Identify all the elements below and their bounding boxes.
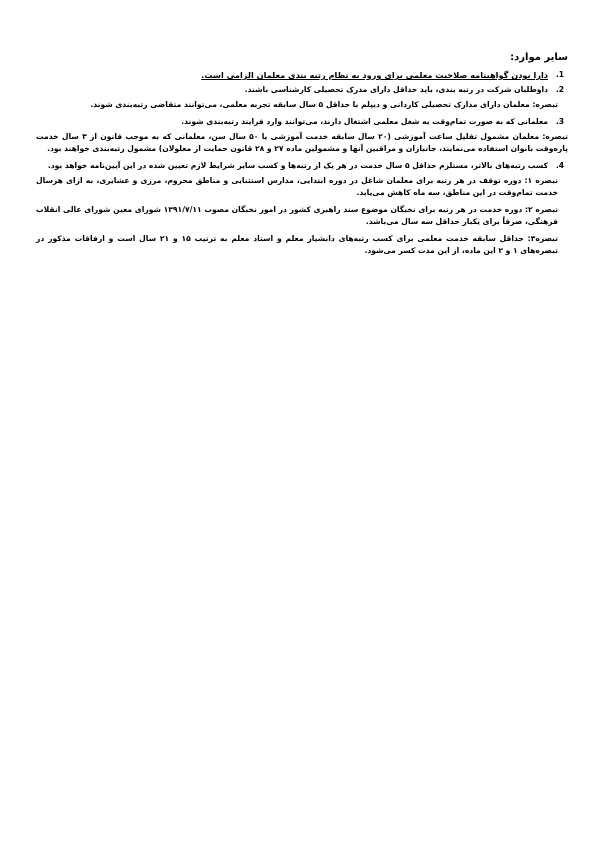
note-label: تبصره ۲: <box>524 204 558 214</box>
item-text: داوطلبان شرکت در رتبه بندی، باید حداقل دارای مدرک تحصیلی کارشناسی باشند. <box>244 85 548 94</box>
note-item-4-2 <box>36 204 558 229</box>
list-item-1 <box>36 69 568 81</box>
item-number: 1. <box>555 70 564 79</box>
item-text: کسب رتبه‌های بالاتر، مستلزم حداقل ۵ سال خدمت در هر یک از رتبه‌ها و کسب سایر شرایط لازم تعیین شده در این آیین‌نامه خواهد بود. <box>47 160 548 170</box>
note-label: تبصره: <box>542 131 568 141</box>
list-item-3 <box>36 116 568 128</box>
note-text: دوره خدمت در هر رتبه برای نخبگان موضوع سند راهبری کشور در امور نخبگان مصوب ۱۳۹۱/۷/۱۱ شورای معین شورای عالی انقلاب فرهنگی، صرفاً برای یکبار حداقل سه سال می‌باشد. <box>36 204 558 226</box>
list-item-4 <box>36 160 568 172</box>
note-label: تبصره: <box>532 100 558 109</box>
item-number: 2. <box>555 85 564 94</box>
note-label: تبصره ۱: <box>524 175 558 185</box>
item-number: 4. <box>555 160 564 170</box>
note-item-2 <box>36 99 558 112</box>
item-text: معلمانی که به صورت تمام‌وقت به شغل معلمی اشتغال دارند، می‌توانند وارد فرایند رتبه‌بندی شوند. <box>181 116 548 126</box>
note-item-4-3 <box>36 233 558 258</box>
section-heading: سایر موارد: <box>510 52 568 63</box>
note-item-4-1 <box>36 175 558 200</box>
note-text: معلمان مشمول تقلیل ساعت آموزشی (۲۰ سال سابقه خدمت آموزشی یا ۵۰ سال سن، معلمانی که به موجب قانون از ۳ سال خدمت پاره‌وقت بانوان استفاده می‌نمایند، جانبازان و مراقبین آنها و مشمولین ماده ۲۷ و ۲۸ قانون حمایت از معلولان) مشمول رتبه‌بندی خواهند بود. <box>36 131 568 153</box>
note-text: حداقل سابقه خدمت معلمی برای کسب رتبه‌های دانشیار معلم و استاد معلم به ترتیب ۱۵ و ۲۱ سال است و ارفاقات مذکور در تبصره‌های ۱ و ۲ این ماده، از این مدت کسر می‌شود. <box>36 233 558 255</box>
note-text: معلمان دارای مدارک تحصیلی کاردانی و دیپلم با حداقل ۵ سال سابقه تجربه معلمی، می‌توانند متقاضی رتبه‌بندی شوند. <box>90 100 530 109</box>
list-item-2 <box>36 84 568 96</box>
note-label: تبصره۳: <box>527 233 558 243</box>
item-text: دارا بودن گواهینامه صلاحیت معلمی برای ورود به نظام رتبه بندی معلمان الزامی است. <box>201 70 548 80</box>
note-item-3 <box>36 131 568 156</box>
item-number: 3. <box>555 116 564 126</box>
document-content <box>36 50 568 262</box>
note-text: دوره توقف در هر رتبه برای معلمان شاغل در دوره ابتدایی، مدارس استثنایی و مناطق محروم، مرزی و عشایری، به ازای هرسال خدمت تمام‌وقت در این مناطق، سه ماه کاهش می‌یابد. <box>36 175 558 197</box>
